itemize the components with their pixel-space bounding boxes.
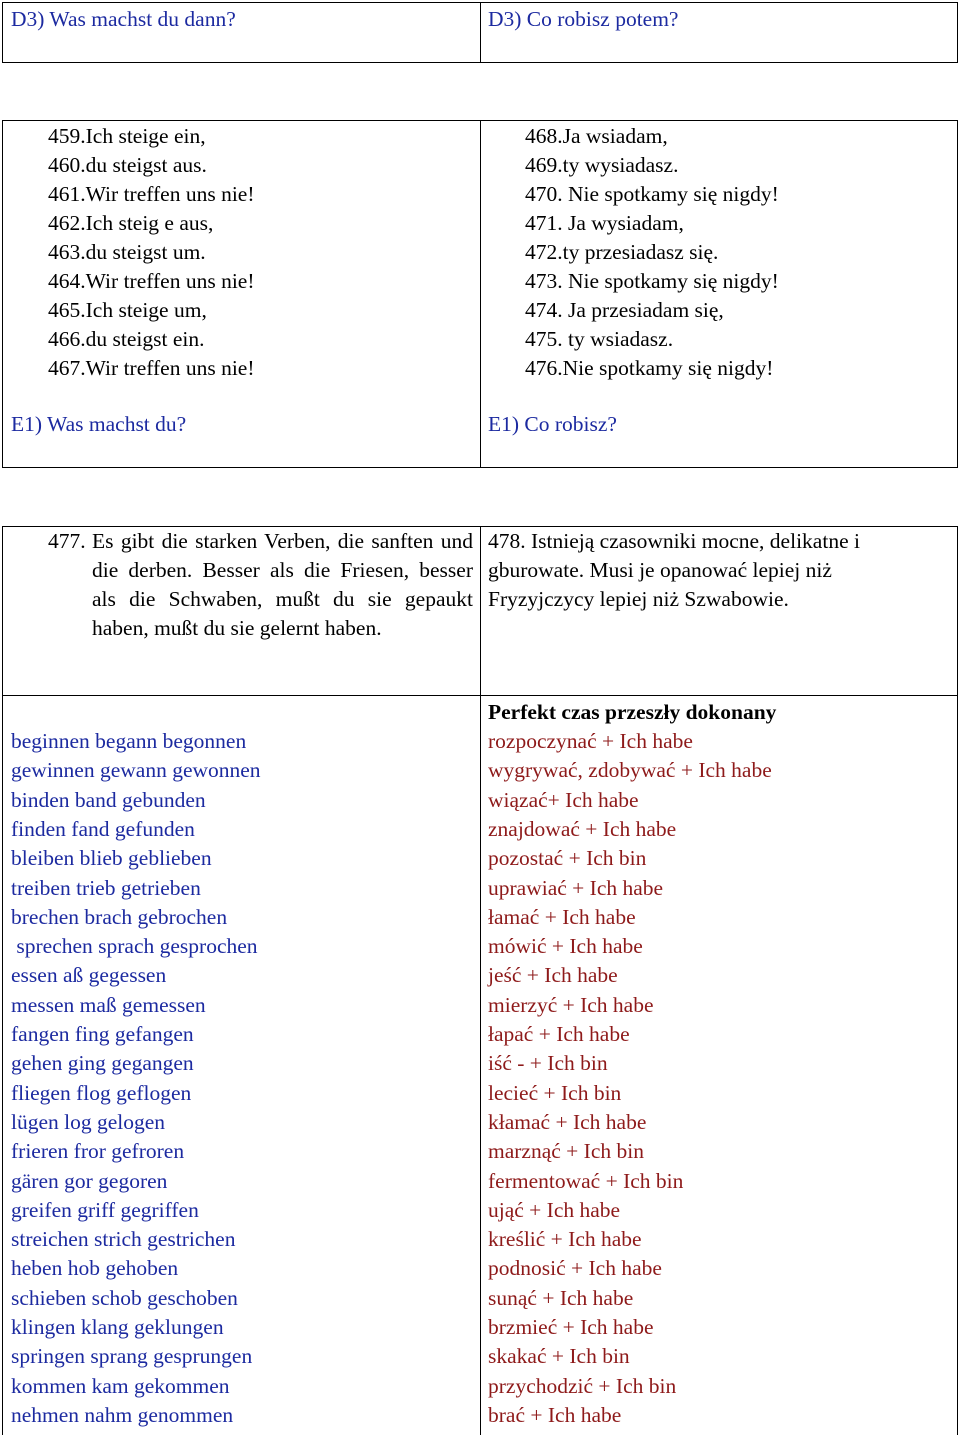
list-item: 461.Wir treffen uns nie! [48,182,255,206]
verb-row-pl: łapać + Ich habe [488,1022,630,1046]
verb-row-pl: brać + Ich habe [488,1402,622,1427]
list-item: 460.du steigst aus. [48,153,207,177]
e1-pl-header: E1) Co robisz? [488,412,617,436]
list-item: 470. Nie spotkamy się nigdy! [525,182,779,206]
verb-row-de: messen maß gemessen [11,992,206,1017]
rhyme-pl-text: 478. Istnieją czasowniki mocne, delikatne i gburowate. Musi je opanować lepiej niż Fryzyjczycy lepiej niż Szwabowie. [488,529,860,611]
verb-row-de: brechen brach gebrochen [11,904,228,929]
verb-row-de: treiben trieb getrieben [11,875,201,900]
list-item: 469.ty wysiadasz. [525,153,679,177]
verb-row-pl: znajdować + Ich habe [488,816,677,841]
verb-row-de: fangen fing gefangen [11,1022,194,1046]
verb-row-pl: sunąć + Ich habe [488,1285,634,1310]
verb-row-de: gären gor gegoren [11,1168,168,1193]
verb-row-pl: jeść + Ich habe [488,963,618,988]
rhyme-de-text: Es gibt die starken Verben, die sanften und die derben. Besser als die Friesen, besser als die Schwaben, mußt du sie gepaukt haben, mußt du sie gelernt haben. [92,529,473,640]
list-item: 463.du steigst um. [48,240,206,264]
verb-row-pl: brzmieć + Ich habe [488,1315,654,1339]
list-item: 466.du steigst ein. [48,327,205,351]
verb-row-de: sprechen sprach gesprochen [11,934,258,959]
verb-row-pl: marznąć + Ich bin [488,1139,644,1164]
verb-row-de: bleiben blieb geblieben [11,846,212,871]
verb-row-de: kommen kam gekommen [11,1373,230,1398]
verb-row-de: greifen griff gegriffen [11,1197,199,1222]
list-item: 465.Ich steige um, [48,298,207,322]
verb-row-pl: fermentować + Ich bin [488,1168,684,1193]
d3-pl-header: D3) Co robisz potem? [488,7,679,31]
verb-row-pl: mówić + Ich habe [488,934,643,959]
list-item: 462.Ich steig e aus, [48,211,214,235]
verb-row-pl: kłamać + Ich habe [488,1109,647,1134]
d3-de-header: D3) Was machst du dann? [11,7,236,31]
list-item: 471. Ja wysiadam, [525,211,684,235]
verb-row-de: schieben schob geschoben [11,1285,238,1310]
list-item: 474. Ja przesiadam się, [525,298,724,322]
verb-row-pl: ująć + Ich habe [488,1197,621,1222]
verb-row-de: finden fand gefunden [11,816,195,841]
verb-row-de: binden band gebunden [11,787,206,812]
list-item: 472.ty przesiadasz się. [525,240,719,264]
verb-row-de: streichen strich gestrichen [11,1227,236,1252]
verb-row-pl: iść - + Ich bin [488,1051,608,1076]
verb-row-de: heben hob gehoben [11,1256,179,1281]
list-item: 464.Wir treffen uns nie! [48,269,255,293]
verb-row-de: klingen klang geklungen [11,1315,224,1339]
verb-row-de: essen aß gegessen [11,963,167,988]
verb-row-pl: lecieć + Ich bin [488,1080,622,1105]
list-item: 459.Ich steige ein, [48,124,206,148]
verb-row-pl: łamać + Ich habe [488,904,636,929]
e1-de-header: E1) Was machst du? [11,412,187,436]
perfekt-header: Perfekt czas przeszły dokonany [488,700,777,724]
verb-row-pl: przychodzić + Ich bin [488,1373,677,1398]
verb-row-de: gewinnen gewann gewonnen [11,758,261,783]
rhyme-de-number: 477. [48,529,86,553]
list-item: 468.Ja wsiadam, [525,124,668,148]
list-item: 476.Nie spotkamy się nigdy! [525,356,774,380]
verb-row-de: gehen ging gegangen [11,1051,194,1076]
list-item: 467.Wir treffen uns nie! [48,356,255,380]
verb-row-pl: uprawiać + Ich habe [488,875,664,900]
list-item: 473. Nie spotkamy się nigdy! [525,269,779,293]
verb-row-pl: skakać + Ich bin [488,1344,630,1369]
verb-row-pl: mierzyć + Ich habe [488,992,654,1017]
verb-row-pl: rozpoczynać + Ich habe [488,729,693,753]
verb-row-de: fliegen flog geflogen [11,1080,192,1105]
verb-row-pl: wygrywać, zdobywać + Ich habe [488,758,772,783]
verb-row-de: frieren fror gefroren [11,1139,185,1164]
verb-row-pl: podnosić + Ich habe [488,1256,662,1281]
list-item: 475. ty wsiadasz. [525,327,674,351]
verb-row-de: lügen log gelogen [11,1109,166,1134]
verb-row-pl: pozostać + Ich bin [488,846,647,871]
verb-row-de: springen sprang gesprungen [11,1344,253,1369]
verb-row-pl: wiązać+ Ich habe [488,787,639,812]
verb-row-de: nehmen nahm genommen [11,1402,234,1427]
verb-row-pl: kreślić + Ich habe [488,1227,642,1252]
verb-row-de: beginnen begann begonnen [11,729,247,753]
